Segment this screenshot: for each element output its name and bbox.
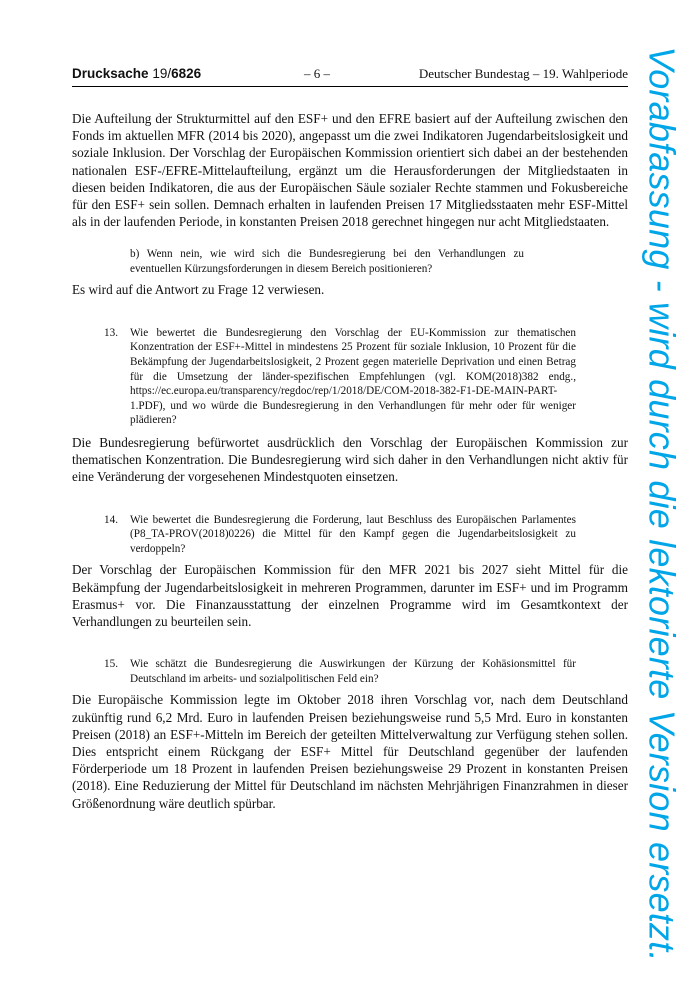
drucksache-label: Drucksache (72, 66, 149, 81)
question-14 (104, 513, 576, 557)
document-body (72, 110, 628, 812)
question-12b (130, 247, 524, 276)
question-text: Wie bewertet die Bundesregierung die Forderung, laut Beschluss des Europäischen Parlamentes (P8_TA-PROV(2018)0226) die Mittel für den Kampf gegen die Jugendarbeitslosigkeit zu verdoppeln? (130, 513, 576, 555)
page-header (72, 66, 628, 87)
publisher-line: Deutscher Bundestag – 19. Wahlperiode (418, 66, 628, 81)
draft-watermark (640, 46, 684, 962)
question-text: Wie bewertet die Bundesregierung den Vorschlag der EU-Kommission zur thematischen Konzentration der ESF+-Mittel in mindestens 25 Prozent für soziale Inklusion, 10 Prozent für die Bekämpfung der Jugendarbeitslosigkeit, 2 Prozent gegen materielle Deprivation und einen Betrag für die Umsetzung der länder-spezifischen Empfehlungen (vgl. KOM(2018)382 endg., https://ec.europa.eu/transparency/regdoc/rep/1/2018/DE/COM-2018-382-F1-DE-MAIN-PART-1.PDF), und wo würde die Bundesregierung in den Verhandlungen für mehr oder für weniger plädieren? (130, 326, 576, 427)
answer-paragraph: Die Bundesregierung befürwortet ausdrücklich den Vorschlag der Europäischen Kommission zur thematischen Konzentration. Die Bundesregierung wird sich daher in den Verhandlungen nicht aktiv für eine Veränderung der vorgesehenen Mindestquoten einsetzen. (72, 434, 628, 485)
question-number: 14. (104, 513, 118, 526)
document-id (72, 66, 201, 82)
watermark-text: Vorabfassung - wird durch die lektorierte Version ersetzt. (642, 46, 684, 962)
drucksache-number: 6826 (171, 66, 202, 81)
question-15 (104, 657, 576, 686)
answer-paragraph: Die Europäische Kommission legte im Oktober 2018 ihren Vorschlag vor, nach dem Deutschland zukünftig rund 6,2 Mrd. Euro in laufenden Preisen beziehungsweise rund 5,5 Mrd. Euro in konstanten Preisen (2018) an ESF+-Mitteln im Bereich der geteilten Mittelverwaltung zur Verfügung stehen sollen. Dies entspricht einem Rückgang der ESF+ Mittel für Deutschland gegenüber der laufenden Förderperiode um 18 Prozent in laufenden Preisen beziehungsweise 29 Prozent in konstanten Preisen (2018). Eine Reduzierung der Mittel für Deutschland im nächsten Mehrjährigen Finanzrahmen in dieser Größenordnung wäre deutlich spürbar. (72, 692, 628, 811)
question-text: b) Wenn nein, wie wird sich die Bundesregierung bei den Verhandlungen zu eventuellen Kürzungsforderungen in diesem Bereich positionieren? (130, 248, 524, 276)
answer-paragraph: Es wird auf die Antwort zu Frage 12 verwiesen. (72, 281, 325, 297)
question-text: Wie schätzt die Bundesregierung die Auswirkungen der Kürzung der Kohäsionsmittel für Deutschland im arbeits- und sozialpolitischen Feld ein? (130, 658, 576, 685)
question-number: 15. (104, 658, 118, 671)
question-13 (104, 326, 576, 428)
page-number: – 6 – (304, 66, 330, 81)
question-number: 13. (104, 326, 118, 339)
drucksache-number-prefix: 19/ (152, 66, 172, 81)
answer-paragraph: Der Vorschlag der Europäischen Kommission für den MFR 2021 bis 2027 sieht Mittel für die Bekämpfung der Jugendarbeitslosigkeit in mehreren Programmen, darunter im ESF+ und im Programm Erasmus+ vor. Die Finanzausstattung der einzelnen Programme wird im Gesamtkontext der Verhandlungen zu beurteilen sein. (72, 562, 628, 629)
answer-paragraph: Die Aufteilung der Strukturmittel auf den ESF+ und den EFRE basiert auf der Aufteilung zwischen den Fonds im aktuellen MFR (2014 bis 2020), angepasst um die zwei Indikatoren Jugendarbeitslosigkeit und soziale Inklusion. Der Vorschlag der Europäischen Kommission orientiert sich dabei an der bestehenden nationalen ESF-/EFRE-Mittelaufteilung, ergänzt um die Herausforderungen der Mitgliedstaaten in diesen beiden Indikatoren, die aus der Europäischen Säule sozialer Rechte stammen und Fokusbereiche für den ESF+ sein sollen. Demnach erhalten in laufenden Preisen 17 Mitgliedsstaaten mehr ESF-Mittel als in der laufenden Periode, in konstanten Preisen 2018 gerechnet hingegen nur acht Mitgliedstaaten. (72, 111, 628, 230)
